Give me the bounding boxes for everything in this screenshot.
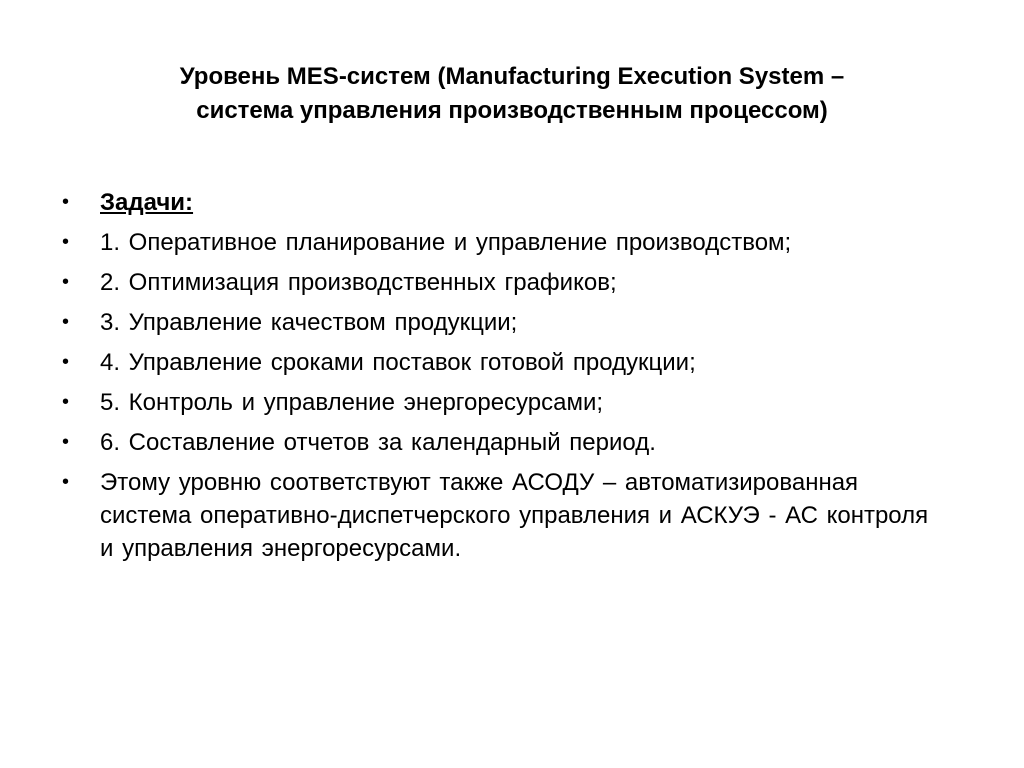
bullet-icon: • (62, 191, 70, 213)
bullet-icon: • (62, 391, 70, 413)
title-line-2: система управления производственным процессом) (196, 97, 828, 124)
bullet-icon: • (62, 271, 70, 293)
slide-title (60, 60, 964, 128)
list-item-text: 5. Контроль и управление энергоресурсами; (100, 389, 604, 416)
list-item-text: 1. Оперативное планирование и управление производством; (100, 229, 792, 256)
list-item (60, 466, 940, 565)
list-item-heading (60, 186, 940, 219)
bullet-icon: • (62, 471, 70, 493)
list-item (60, 266, 940, 299)
list-item (60, 386, 940, 419)
list-item (60, 226, 940, 259)
bullet-icon: • (62, 231, 70, 253)
list-item (60, 346, 940, 379)
list-item-text: 2. Оптимизация производственных графиков; (100, 269, 617, 296)
tasks-heading: Задачи: (100, 189, 194, 216)
list-item-text: 3. Управление качеством продукции; (100, 309, 518, 336)
bullet-icon: • (62, 431, 70, 453)
bullet-icon: • (62, 311, 70, 333)
list-item-text: Этому уровню соответствуют также АСОДУ – автоматизированная система оперативно-диспетчерского управления и АСКУЭ - АС контроля и управления энергоресурсами. (100, 469, 929, 562)
list-item (60, 426, 940, 459)
list-item-text: 6. Составление отчетов за календарный период. (100, 429, 656, 456)
bullet-list (60, 186, 940, 572)
bullet-icon: • (62, 351, 70, 373)
list-item-text: 4. Управление сроками поставок готовой продукции; (100, 349, 696, 376)
title-line-1: Уровень MES-систем (Manufacturing Execution System – (179, 63, 845, 90)
list-item (60, 306, 940, 339)
